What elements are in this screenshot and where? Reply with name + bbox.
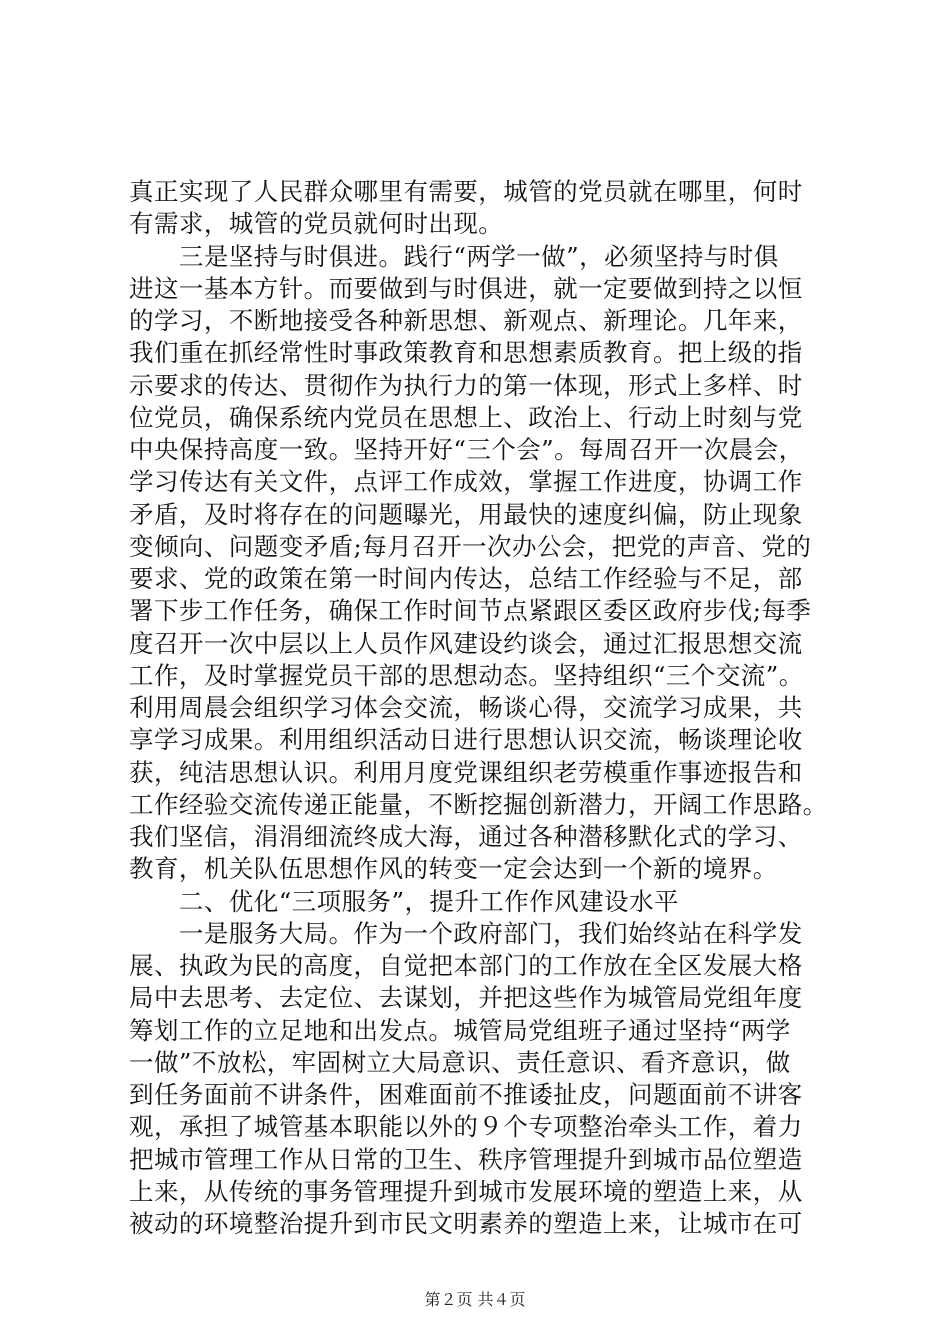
text-line: 位党员，确保系统内党员在思想上、政治上、行动上时刻与党 — [129, 402, 803, 432]
text-line: 把城市管理工作从日常的卫生、秩序管理提升到城市品位塑造 — [129, 1144, 803, 1174]
text-line: 一做”不放松，牢固树立大局意识、责任意识、看齐意识，做 — [129, 1047, 791, 1077]
text-line: 署下步工作任务，确保工作时间节点紧跟区委区政府步伐;每季 — [129, 596, 812, 626]
text-line: 学习传达有关文件，点评工作成效，掌握工作进度，协调工作 — [129, 467, 803, 497]
text-line: 有需求，城管的党员就何时出现。 — [129, 209, 504, 239]
text-line: 局中去思考、去定位、去谋划，并把这些作为城管局党组年度 — [129, 983, 803, 1013]
text-line: 变倾向、问题变矛盾;每月召开一次办公会，把党的声音、党的 — [129, 531, 812, 561]
text-line: 获，纯洁思想认识。利用月度党课组织老劳模重作事迹报告和 — [129, 757, 803, 787]
document-body — [129, 176, 829, 1240]
text-line: 到任务面前不讲条件，困难面前不推诿扯皮，问题面前不讲客 — [129, 1080, 803, 1109]
text-line: 二、优化“三项服务”，提升工作作风建设水平 — [129, 886, 679, 916]
page-footer: 第２页 共４页 — [424, 1290, 526, 1309]
text-line: 我们坚信，涓涓细流终成大海，通过各种潜移默化式的学习、 — [129, 822, 803, 851]
text-line: 工作经验交流传递正能量，不断挖掘创新潜力，开阔工作思路。 — [129, 789, 828, 819]
text-line: 的学习，不断地接受各种新思想、新观点、新理论。几年来， — [129, 306, 803, 335]
text-line: 一是服务大局。作为一个政府部门，我们始终站在科学发 — [129, 918, 803, 948]
text-line: 矛盾，及时将存在的问题曝光，用最快的速度纠偏，防止现象 — [129, 499, 803, 529]
text-line: 享学习成果。利用组织活动日进行思想认识交流，畅谈理论收 — [129, 725, 803, 755]
text-line: 度召开一次中层以上人员作风建设约谈会，通过汇报思想交流 — [129, 628, 803, 658]
text-line: 我们重在抓经常性时事政策教育和思想素质教育。把上级的指 — [129, 338, 803, 368]
text-line: 示要求的传达、贯彻作为执行力的第一体现，形式上多样、时 — [129, 370, 803, 400]
text-line: 筹划工作的立足地和出发点。城管局党组班子通过坚持“两学 — [129, 1015, 791, 1045]
text-line: 展、执政为民的高度，自觉把本部门的工作放在全区发展大格 — [129, 951, 803, 980]
text-line: 工作，及时掌握党员干部的思想动态。坚持组织“三个交流”。 — [129, 660, 804, 690]
text-line: 教育，机关队伍思想作风的转变一定会达到一个新的境界。 — [129, 854, 778, 884]
text-line: 上来，从传统的事务管理提升到城市发展环境的塑造上来，从 — [129, 1176, 803, 1206]
text-line: 三是坚持与时俱进。践行“两学一做”，必须坚持与时俱 — [129, 241, 779, 271]
text-line: 进这一基本方针。而要做到与时俱进，就一定要做到持之以恒 — [129, 273, 803, 303]
text-line: 被动的环境整治提升到市民文明素养的塑造上来，让城市在可 — [129, 1209, 803, 1238]
text-line: 真正实现了人民群众哪里有需要，城管的党员就在哪里，何时 — [129, 177, 803, 206]
text-line: 要求、党的政策在第一时间内传达，总结工作经验与不足，部 — [129, 564, 803, 593]
text-line: 利用周晨会组织学习体会交流，畅谈心得，交流学习成果，共 — [129, 693, 803, 722]
text-line: 中央保持高度一致。坚持开好“三个会”。每周召开一次晨会， — [129, 435, 804, 464]
text-line: 观，承担了城管基本职能以外的９个专项整治牵头工作，着力 — [129, 1112, 803, 1142]
